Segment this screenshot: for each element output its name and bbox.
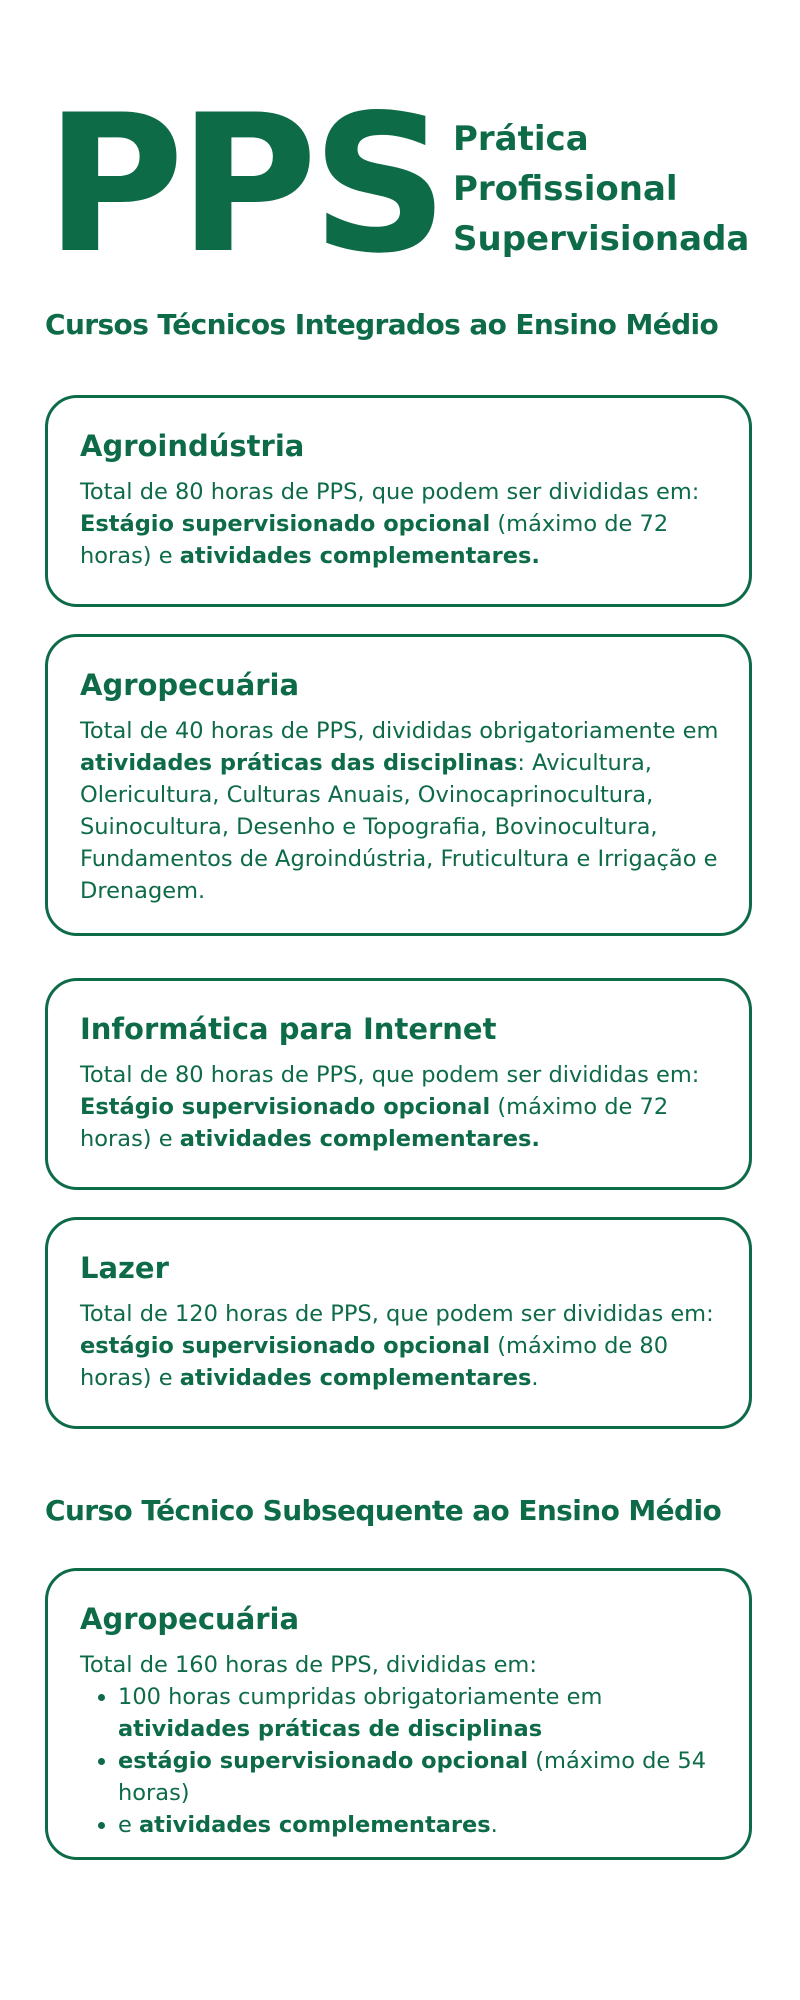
card-text: Total de 80 horas de PPS, que podem ser divididas em: Estágio supervisionado opcional (máximo de 72 horas) e atividades complementares. xyxy=(80,479,700,569)
card-lazer xyxy=(45,1217,752,1429)
card-text: Total de 80 horas de PPS, que podem ser divididas em: Estágio supervisionado opcional (máximo de 72 horas) e atividades complementares. xyxy=(80,1062,700,1152)
subtitle-line-1: Prática xyxy=(453,119,589,159)
pps-acronym: PPS xyxy=(45,74,443,295)
pps-full-name xyxy=(453,114,749,264)
page-header xyxy=(45,74,765,295)
section-title-integrados: Cursos Técnicos Integrados ao Ensino Médio xyxy=(45,308,719,341)
card-text: Total de 120 horas de PPS, que podem ser divididas em: estágio supervisionado opcional (máximo de 80 horas) e atividades complementares. xyxy=(80,1301,714,1391)
card-title: Informática para Internet xyxy=(80,1012,497,1046)
section-title-subsequente: Curso Técnico Subsequente ao Ensino Médio xyxy=(45,1494,722,1527)
list-item: • 100 horas cumpridas obrigatoriamente em atividades práticas de disciplinas xyxy=(118,1681,729,1745)
card-intro: Total de 160 horas de PPS, divididas em: xyxy=(80,1652,537,1678)
card-title: Agropecuária xyxy=(80,1602,300,1636)
subtitle-line-3: Supervisionada xyxy=(453,219,750,259)
card-title: Lazer xyxy=(80,1251,169,1285)
card-agroindustria xyxy=(45,395,752,607)
hours-list xyxy=(80,1681,729,1841)
card-title: Agroindústria xyxy=(80,429,305,463)
card-text: Total de 40 horas de PPS, divididas obrigatoriamente em atividades práticas das disciplinas: Avicultura, Olericultura, Culturas Anuais, Ovinocaprinocultura, Suinocultura, Desenho e Topografia, Bovinocultura, Fundamentos de Agroindústria, Fruticultura e Irrigação e Drenagem. xyxy=(80,718,719,904)
list-item: • estágio supervisionado opcional (máximo de 54 horas) xyxy=(118,1745,729,1809)
list-item: • e atividades complementares. xyxy=(118,1809,729,1841)
card-title: Agropecuária xyxy=(80,668,300,702)
card-informatica xyxy=(45,978,752,1190)
card-agropecuaria-subsequente xyxy=(45,1568,752,1860)
card-agropecuaria xyxy=(45,634,752,936)
subtitle-line-2: Profissional xyxy=(453,169,678,209)
